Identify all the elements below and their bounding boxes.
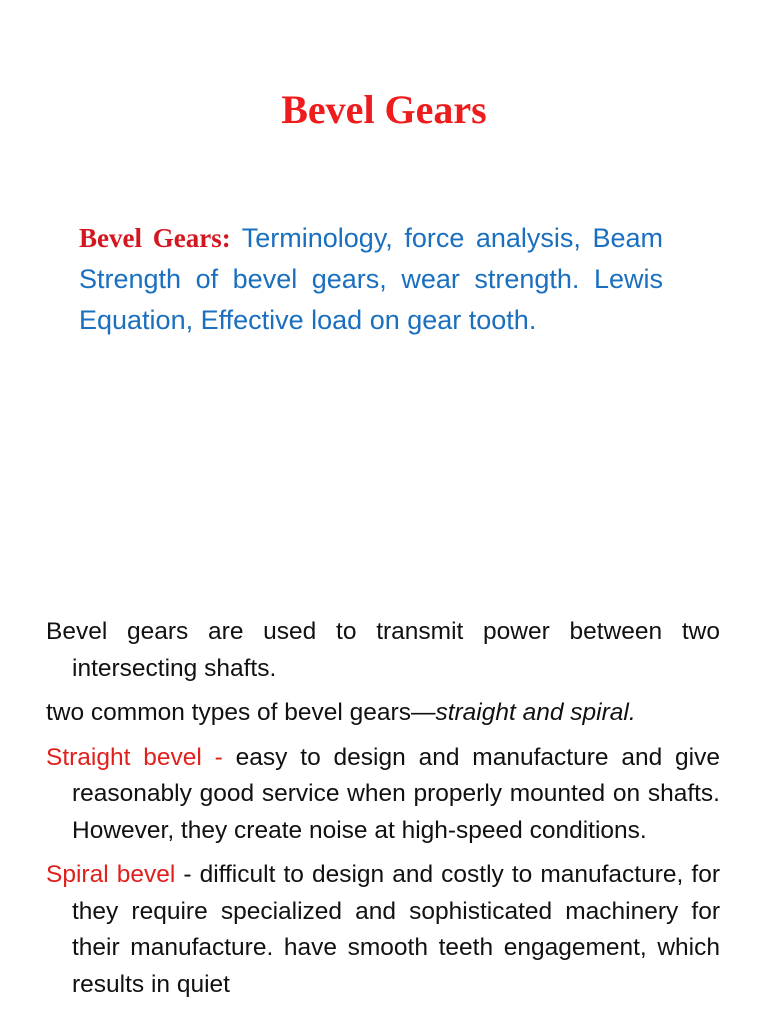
types-italic: straight and spiral.: [435, 699, 636, 726]
slide-title: Bevel Gears: [281, 87, 487, 132]
paragraph-straight-bevel: [46, 740, 720, 850]
syllabus-lead: Bevel Gears:: [79, 223, 231, 253]
types-text: two common types of bevel gears—: [46, 699, 436, 726]
syllabus-text: Terminology, force analysis, Beam Strength of bevel gears, wear strength. Lewis Equation, Effective load on gear tooth.: [79, 223, 663, 335]
paragraph-types: [46, 695, 720, 732]
spiral-bevel-term: Spiral bevel: [46, 861, 176, 888]
spiral-bevel-text: - difficult to design and costly to manufacture, for they require specialized and sophisticated machinery for their manufacture. have smooth teeth engagement, which results in quiet: [72, 861, 720, 998]
body-text: [46, 614, 720, 1011]
straight-bevel-term: Straight bevel -: [46, 743, 223, 771]
straight-bevel-text: easy to design and manufacture and give reasonably good service when properly mounted on shafts. However, they create noise at high-speed conditions.: [72, 743, 720, 844]
definition-text: Bevel gears are used to transmit power between two intersecting shafts.: [46, 618, 720, 682]
paragraph-definition: [46, 614, 720, 687]
syllabus-paragraph: [79, 218, 663, 341]
paragraph-spiral-bevel: [46, 857, 720, 1003]
